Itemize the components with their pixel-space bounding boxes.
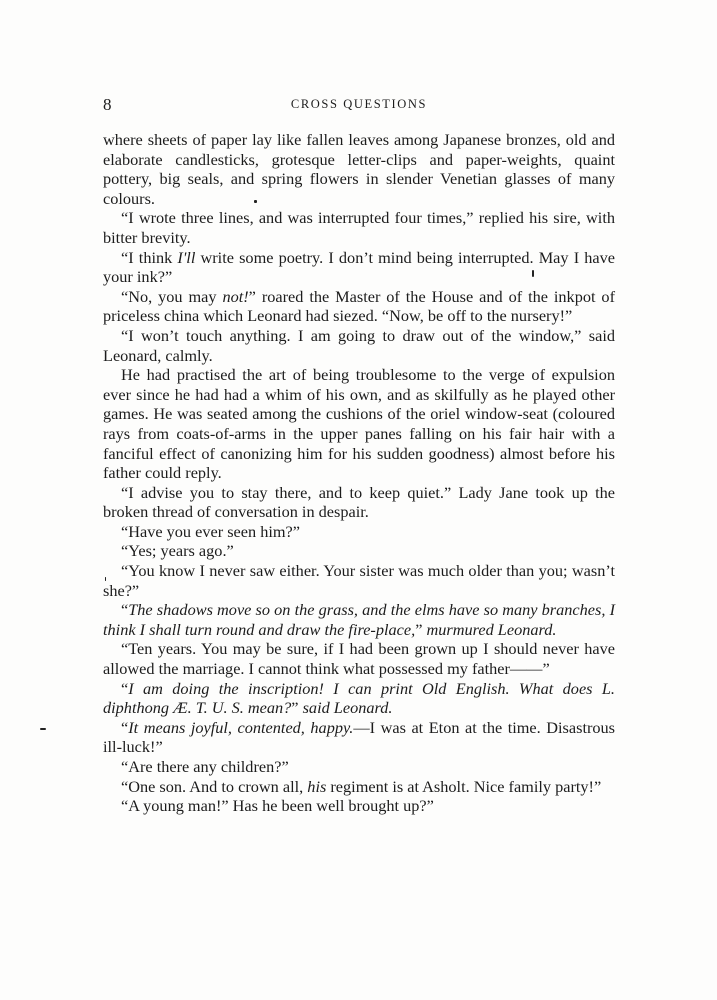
text-run: “I think — [121, 247, 178, 267]
paragraph — [103, 287, 615, 326]
text-run: —I was at Eton at the time. Disastrous ill-luck!” — [103, 717, 616, 757]
paragraph — [103, 639, 615, 678]
text-run: “ — [121, 678, 129, 698]
italic-text: The shadows move so on the grass, and the elms have so many branches, I think I shall turn round and draw the fire-place, — [103, 600, 615, 639]
paragraph — [103, 541, 615, 561]
text-run: He had practised the art of being troublesome to the verge of expulsion ever since he had had a whim of his own, and as skilfully as he played other games. He was seated among the cushions of the oriel window-seat (coloured rays from coats-of-arms in the upper panes falling on his fair hair with a fanciful effect of canonizing him for his sudden goodness) almost before his father could reply. — [103, 365, 615, 483]
paragraph — [103, 718, 615, 757]
italic-text: his — [307, 776, 327, 796]
text-run: “I won’t touch anything. I am going to draw out of the window,” said Leonard, calmly. — [103, 325, 615, 365]
paragraph — [103, 326, 615, 365]
text-run: write some poetry. I don’t mind being interrupted. May I have your ink?” — [103, 247, 615, 287]
page-header — [103, 95, 615, 119]
text-run: ” — [291, 698, 303, 718]
paragraph — [103, 561, 615, 600]
text-run: ” roared the Master of the House and of the inkpot of priceless china which Leonard had siezed. “Now, be off to the nursery!” — [103, 286, 615, 326]
text-run: “I wrote three lines, and was interrupted four times,” replied his sire, with bitter brevity. — [103, 208, 615, 247]
italic-text: I am doing the inscription! I can print Old English. What does L. diphthong Æ. T. U. S. mean? — [103, 678, 615, 718]
text-run: “Have you ever seen him?” — [121, 521, 301, 541]
italic-text: not! — [222, 286, 249, 306]
paragraph — [103, 600, 615, 639]
paragraph — [103, 522, 615, 542]
paragraph — [103, 130, 615, 208]
text-run: “A young man!” Has he been well brought up?” — [121, 796, 434, 816]
text-run: “You know I never saw either. Your sister was much older than you; wasn’t she?” — [103, 561, 615, 600]
text-run: “Are there any children?” — [121, 757, 289, 776]
text-run: “One son. And to crown all, — [121, 776, 308, 796]
paragraph — [103, 757, 615, 777]
body-text — [103, 130, 615, 816]
text-run: “No, you may — [121, 286, 223, 306]
text-run: “Ten years. You may be sure, if I had been grown up I should never have allowed the marriage. I cannot think what possessed my father——” — [103, 639, 615, 679]
paragraph — [103, 365, 615, 483]
italic-text: said Leonard. — [302, 698, 393, 718]
running-head: CROSS QUESTIONS — [290, 97, 428, 111]
scan-speck — [40, 728, 46, 730]
paragraph — [103, 796, 615, 816]
italic-text: murmured Leonard. — [426, 619, 557, 639]
text-run: “I advise you to stay there, and to keep quiet.” Lady Jane took up the broken thread of conversation in despair. — [103, 482, 615, 522]
italic-text: I'll — [177, 247, 196, 267]
italic-text: It means joyful, contented, happy. — [128, 717, 354, 737]
text-run: regiment is at Asholt. Nice family party!” — [326, 776, 602, 796]
text-run: ” — [415, 619, 427, 639]
text-run: “Yes; years ago.” — [121, 541, 234, 561]
text-run: where sheets of paper lay like fallen leaves among Japanese bronzes, old and elaborate candlesticks, grotesque letter-clips and paper-weights, quaint pottery, big seals, and spring flowers in slender Venetian glasses of many colours. — [103, 130, 615, 208]
text-run: “ — [121, 600, 129, 620]
paragraph — [103, 679, 615, 718]
paragraph — [103, 248, 615, 287]
text-run: “ — [121, 717, 129, 737]
page-number: 8 — [103, 95, 112, 114]
scan-speck — [254, 200, 257, 203]
paragraph — [103, 483, 615, 522]
paragraph — [103, 208, 615, 247]
paragraph — [103, 777, 615, 797]
scan-speck — [532, 270, 534, 277]
scan-speck — [105, 577, 106, 581]
